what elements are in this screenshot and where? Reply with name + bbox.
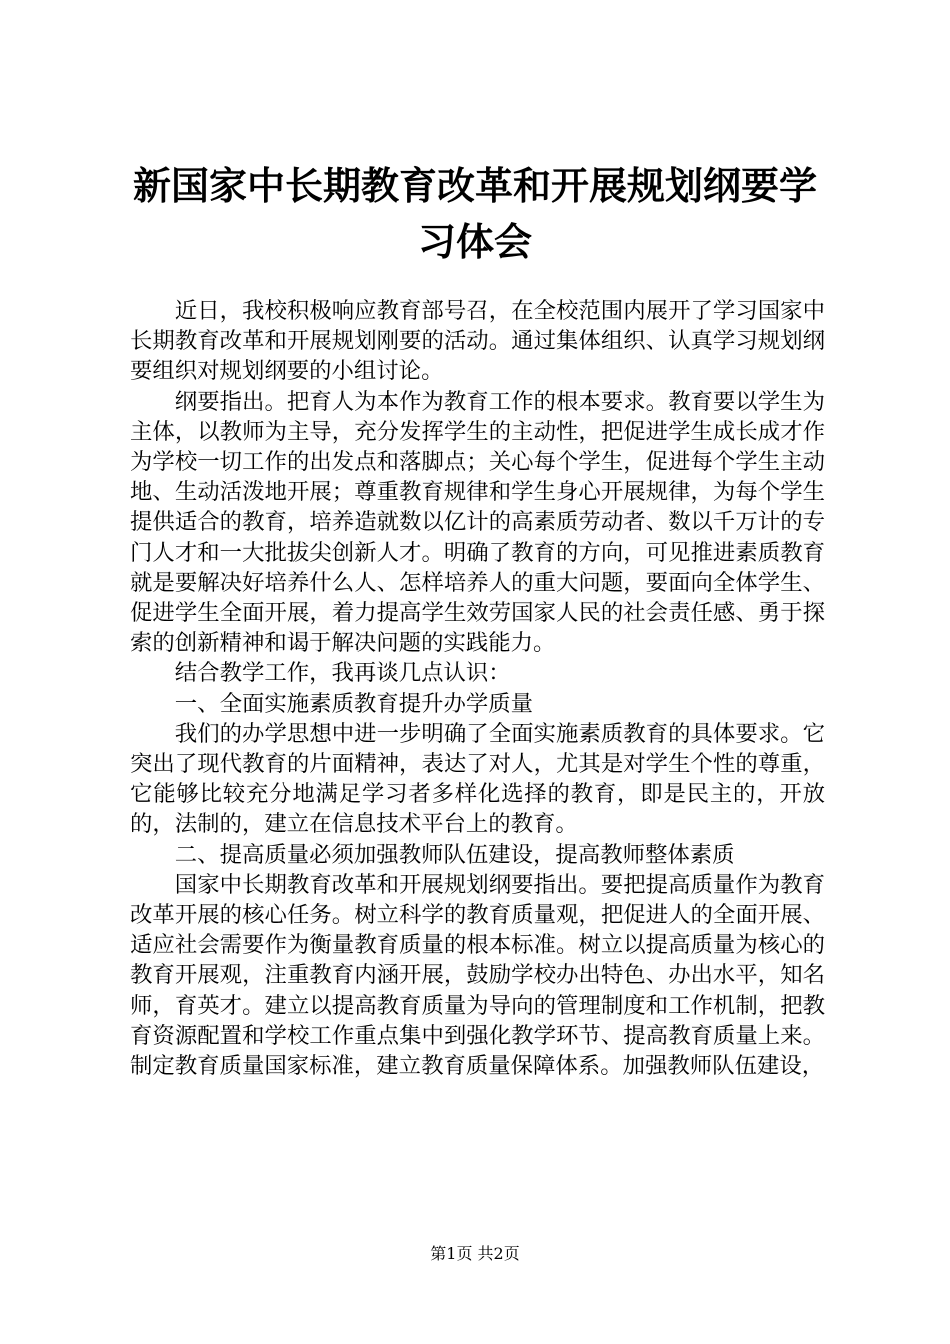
page-number-footer: 第1页 共2页 [430,1244,520,1263]
paragraph-4: 我们的办学思想中进一步明确了全面实施素质教育的具体要求。它突出了现代教育的片面精神，表达了对人，尤其是对学生个性的尊重，它能够比较充分地满足学习者多样化选择的教育，即是民主的，开放的，法制的，建立在信息技术平台上的教育。 [130,720,825,838]
paragraph-3: 结合教学工作，我再谈几点认识： [174,660,511,687]
document-title: 新国家中长期教育改革和开展规划纲要学习体会 [132,163,817,264]
paragraph-1: 近日，我校积极响应教育部号召，在全校范围内展开了学习国家中长期教育改革和开展规划刚要的活动。通过集体组织、认真学习规划纲要组织对规划纲要的小组讨论。 [130,298,825,385]
document-body [130,296,825,1081]
paragraph-5: 国家中长期教育改革和开展规划纲要指出。要把提高质量作为教育改革开展的核心任务。树立科学的教育质量观，把促进人的全面开展、适应社会需要作为衡量教育质量的根本标准。树立以提高质量为核心的教育开展观，注重教育内涵开展，鼓励学校办出特色、办出水平，知名师，育英才。建立以提高教育质量为导向的管理制度和工作机制，把教育资源配置和学校工作重点集中到强化教学环节、提高教育质量上来。制定教育质量国家标准，建立教育质量保障体系。加强教师队伍建设， [130,871,825,1080]
section-heading-1: 一、全面实施素质教育提升办学质量 [174,690,534,717]
section-heading-2: 二、提高质量必须加强教师队伍建设，提高教师整体素质 [174,841,735,868]
paragraph-2: 纲要指出。把育人为本作为教育工作的根本要求。教育要以学生为主体，以教师为主导，充分发挥学生的主动性，把促进学生成长成才作为学校一切工作的出发点和落脚点；关心每个学生，促进每个学生主动地、生动活泼地开展；尊重教育规律和学生身心开展规律，为每个学生提供适合的教育，培养造就数以亿计的高素质劳动者、数以千万计的专门人才和一大批拔尖创新人才。明确了教育的方向，可见推进素质教育就是要解决好培养什么人、怎样培养人的重大问题，要面向全体学生、促进学生全面开展，着力提高学生效劳国家人民的社会责任感、勇于探索的创新精神和谒于解决问题的实践能力。 [130,388,825,657]
